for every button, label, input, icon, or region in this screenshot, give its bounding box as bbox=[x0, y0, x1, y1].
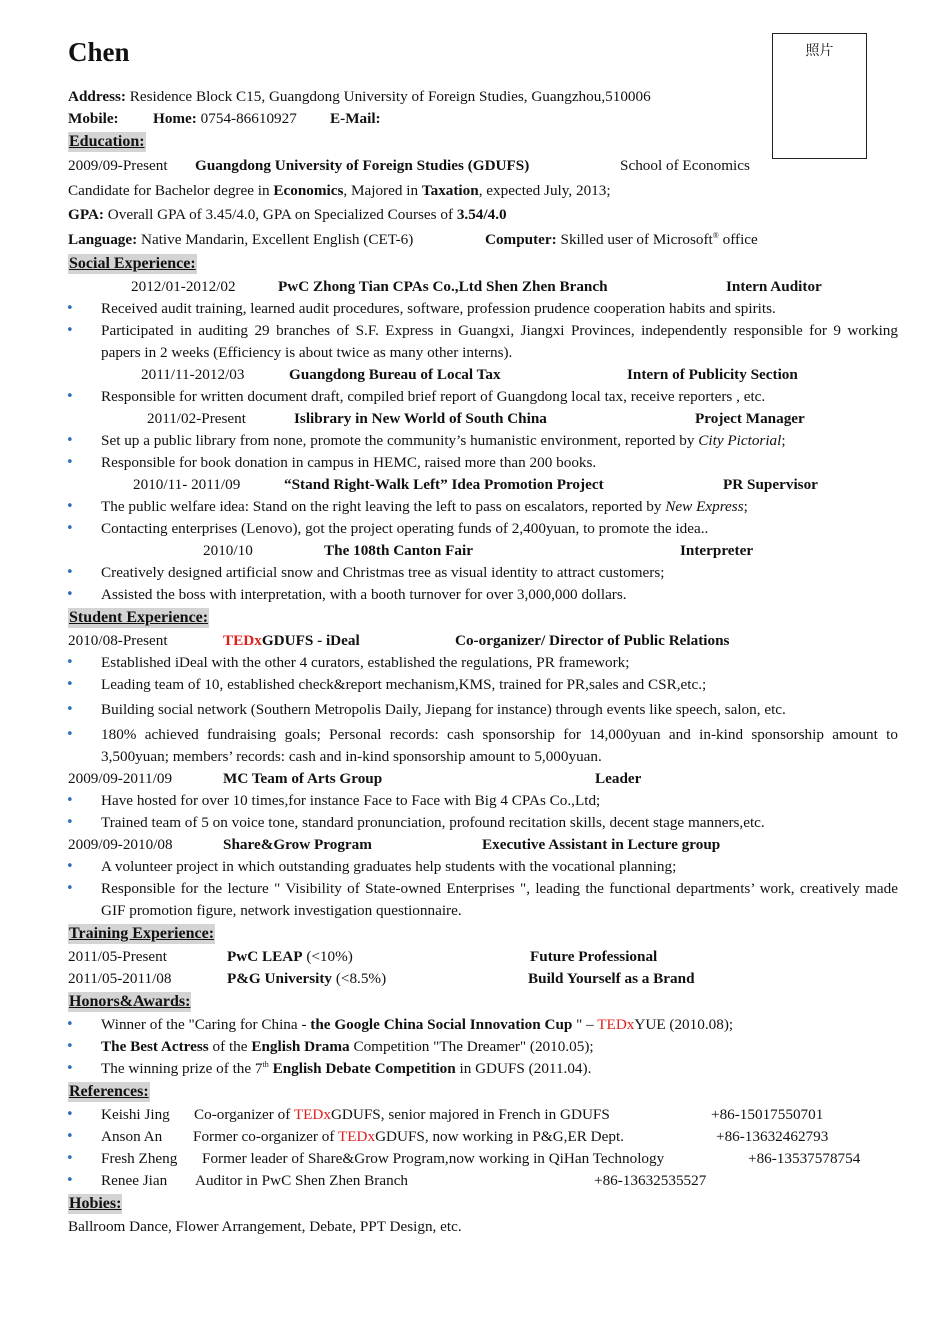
social-entry-header bbox=[68, 540, 898, 562]
major-economics: Economics bbox=[273, 181, 344, 199]
entry-role: Intern of Publicity Section bbox=[627, 366, 798, 383]
list-item bbox=[68, 1058, 898, 1080]
reference-name: Anson An bbox=[101, 1128, 163, 1145]
section-heading: Honors&Awards: bbox=[69, 993, 191, 1010]
list-item: • Creatively designed artificial snow and Christmas tree as visual identity to attract customers; bbox=[68, 562, 898, 584]
list-item: • 180% achieved fundraising goals; Personal records: cash sponsorship for 14,000yuan and in-kind sponsorship amount to 3,500yuan; members’ records: cash and in-kind sponsorship amount to 5,000yuan. bbox=[68, 724, 898, 768]
text: YUE (2010.08); bbox=[634, 1016, 734, 1033]
text: The winning prize of the 7 bbox=[101, 1060, 263, 1077]
social-entry-header bbox=[68, 276, 898, 298]
acceptance-rate: (<8.5%) bbox=[332, 970, 387, 987]
language-label: Language: bbox=[68, 230, 138, 248]
entry-period: 2011/05-2011/08 bbox=[68, 970, 172, 987]
publication-name: New Express bbox=[665, 498, 744, 515]
list-item bbox=[68, 1036, 898, 1058]
entry-org: GDUFS - iDeal bbox=[261, 632, 360, 649]
text: , Majored in bbox=[343, 181, 422, 199]
tedx-mark: TEDx bbox=[293, 1106, 331, 1123]
resume bbox=[68, 34, 898, 1238]
section-honors-awards bbox=[68, 990, 898, 1014]
training-entry bbox=[68, 968, 898, 990]
section-heading: Student Experience: bbox=[69, 609, 209, 626]
list-item bbox=[68, 496, 898, 518]
student-entry-header bbox=[68, 630, 898, 652]
student-entry-header bbox=[68, 768, 898, 790]
entry-period: 2009/09-2011/09 bbox=[68, 770, 173, 787]
list-item: • Participated in auditing 29 branches of S.F. Express in Guangxi, Jiangxi Provinces, independently responsible for 9 working papers in 2 weeks (Efficiency is about twice as many other interns). bbox=[68, 320, 898, 364]
home-phone: 0754-86610927 bbox=[200, 110, 297, 127]
tedx-mark: TEDx bbox=[223, 632, 262, 649]
list-item: • Building social network (Southern Metropolis Daily, Jiepang for instance) through events like speech, salon, etc. bbox=[68, 699, 898, 721]
text: Winner of the "Caring for China - bbox=[101, 1016, 311, 1033]
social-entry-header bbox=[68, 364, 898, 386]
reference-phone: +86-15017550701 bbox=[711, 1106, 824, 1123]
entry-org: MC Team of Arts Group bbox=[223, 770, 383, 787]
photo-label: 照片 bbox=[805, 43, 834, 59]
school-name: Guangdong University of Foreign Studies (GDUFS) bbox=[195, 157, 530, 174]
section-hobbies bbox=[68, 1192, 898, 1216]
social-entry-header bbox=[68, 474, 898, 496]
entry-role: Project Manager bbox=[695, 410, 805, 427]
candidate-name: Chen bbox=[68, 37, 130, 67]
reference-desc: Former leader of Share&Grow Program,now working in QiHan Technology bbox=[202, 1150, 665, 1167]
reference-desc: GDUFS, senior majored in French in GDUFS bbox=[330, 1106, 610, 1123]
list-item: • Received audit training, learned audit procedures, software, profession prudence cooperation habits and spirits. bbox=[68, 298, 898, 320]
entry-org: Guangdong Bureau of Local Tax bbox=[289, 366, 501, 383]
reference-name: Renee Jian bbox=[101, 1172, 168, 1189]
section-references bbox=[68, 1080, 898, 1104]
reference-phone: +86-13537578754 bbox=[748, 1150, 861, 1167]
section-training-experience bbox=[68, 922, 898, 946]
major-taxation: Taxation bbox=[421, 181, 479, 199]
training-entry bbox=[68, 946, 898, 968]
student-entry-header bbox=[68, 834, 898, 856]
program-title: Future Professional bbox=[530, 948, 658, 965]
list-item: • Responsible for written document draft, compiled brief report of Guangdong local tax, receive reporters , etc. bbox=[68, 386, 898, 408]
address-value: Residence Block C15, Guangdong University of Foreign Studies, Guangzhou,510006 bbox=[129, 88, 651, 105]
address-line bbox=[68, 86, 898, 108]
text: " – bbox=[572, 1016, 598, 1033]
entry-period: 2009/09-2010/08 bbox=[68, 836, 173, 853]
competition-name: English Debate Competition bbox=[268, 1060, 456, 1077]
computer-value: Skilled user of Microsoft bbox=[556, 230, 713, 248]
entry-period: 2011/02-Present bbox=[147, 410, 246, 427]
email-label: E-Mail: bbox=[330, 110, 381, 127]
tedx-mark: TEDx bbox=[337, 1128, 376, 1145]
section-heading: Hobies: bbox=[69, 1195, 122, 1212]
gpa-label: GPA: bbox=[68, 206, 104, 223]
education-entry bbox=[68, 154, 898, 179]
list-item: • Established iDeal with the other 4 curators, established the regulations, PR framework; bbox=[68, 652, 898, 674]
language-value: Native Mandarin, Excellent English (CET-6) bbox=[137, 230, 414, 248]
entry-role: Interpreter bbox=[680, 542, 754, 559]
faculty-name: School of Economics bbox=[620, 157, 750, 174]
acceptance-rate: (<10%) bbox=[302, 948, 353, 965]
section-heading: Training Experience: bbox=[69, 925, 215, 942]
computer-value-end: office bbox=[718, 230, 758, 248]
home-label: Home: bbox=[153, 110, 197, 127]
text: The public welfare idea: Stand on the right leaving the left to pass on escalators, reported by bbox=[101, 498, 666, 515]
computer-label: Computer: bbox=[485, 230, 557, 248]
text: of the bbox=[208, 1038, 252, 1055]
reference-phone: +86-13632535527 bbox=[594, 1172, 707, 1189]
list-item bbox=[68, 1014, 898, 1036]
skills-line bbox=[68, 228, 898, 253]
entry-period: 2011/05-Present bbox=[68, 948, 167, 965]
list-item: • Leading team of 10, established check&report mechanism,KMS, trained for PR,sales and CSR,etc.; bbox=[68, 674, 898, 696]
section-heading: Education: bbox=[69, 133, 145, 150]
reference-item bbox=[68, 1104, 898, 1126]
entry-period: 2012/01-2012/02 bbox=[131, 278, 236, 295]
list-item bbox=[68, 430, 898, 452]
award-name: the Google China Social Innovation Cup bbox=[310, 1016, 573, 1033]
text: Set up a public library from none, promote the community’s humanistic environment, reported by bbox=[101, 432, 699, 449]
entry-role: Executive Assistant in Lecture group bbox=[482, 836, 721, 853]
text: ; bbox=[781, 432, 786, 449]
list-item: • Assisted the boss with interpretation, with a booth turnover for over 3,000,000 dollars. bbox=[68, 584, 898, 606]
reference-name: Keishi Jing bbox=[101, 1106, 170, 1123]
hobbies-text: Ballroom Dance, Flower Arrangement, Debate, PPT Design, etc. bbox=[68, 1218, 462, 1235]
text: Candidate for Bachelor degree in bbox=[68, 181, 274, 199]
competition-name: English Drama bbox=[251, 1038, 350, 1055]
publication-name: City Pictorial bbox=[698, 432, 782, 449]
text: in GDUFS (2011.04). bbox=[455, 1060, 592, 1077]
contact-line bbox=[68, 108, 898, 130]
tedx-mark: TEDx bbox=[597, 1016, 635, 1033]
list-item: • Have hosted for over 10 times,for instance Face to Face with Big 4 CPAs Co.,Ltd; bbox=[68, 790, 898, 812]
entry-org: “Stand Right-Walk Left” Idea Promotion Project bbox=[284, 476, 604, 493]
degree-line bbox=[68, 179, 898, 204]
program-name: PwC LEAP bbox=[227, 948, 303, 965]
gpa-line bbox=[68, 203, 898, 228]
gpa-text: Overall GPA of 3.45/4.0, GPA on Specialized Courses of bbox=[104, 206, 457, 223]
list-item: • Contacting enterprises (Lenovo), got the project operating funds of 2,400yuan, to promote the idea.. bbox=[68, 518, 898, 540]
address-label: Address: bbox=[68, 88, 126, 105]
entry-period: 2009/09-Present bbox=[68, 157, 168, 174]
text: , expected July, 2013; bbox=[478, 181, 611, 199]
section-heading: Social Experience: bbox=[69, 255, 196, 272]
reference-item bbox=[68, 1126, 898, 1148]
entry-org: Islibrary in New World of South China bbox=[294, 410, 547, 427]
reference-desc: Former co-organizer of bbox=[193, 1128, 338, 1145]
award-name: The Best Actress bbox=[101, 1038, 209, 1055]
entry-period: 2011/11-2012/03 bbox=[141, 366, 245, 383]
reference-item bbox=[68, 1148, 898, 1170]
entry-period: 2010/11- 2011/09 bbox=[133, 476, 241, 493]
entry-org: The 108th Canton Fair bbox=[324, 542, 473, 559]
reference-desc: Auditor in PwC Shen Zhen Branch bbox=[195, 1172, 409, 1189]
list-item: • A volunteer project in which outstanding graduates help students with the vocational planning; bbox=[68, 856, 898, 878]
reference-name: Fresh Zheng bbox=[101, 1150, 178, 1167]
list-item: • Responsible for the lecture " Visibility of State-owned Enterprises ", leading the functional departments’ work, creatively made GIF promotion figure, network investigation questionnaire. bbox=[68, 878, 898, 922]
section-social-experience bbox=[68, 252, 898, 276]
reference-desc: GDUFS, now working in P&G,ER Dept. bbox=[375, 1128, 624, 1145]
entry-period: 2010/08-Present bbox=[68, 632, 168, 649]
text: Competition "The Dreamer" (2010.05); bbox=[349, 1038, 594, 1055]
registered-mark: ® bbox=[712, 230, 719, 240]
entry-role: Leader bbox=[595, 770, 642, 787]
reference-phone: +86-13632462793 bbox=[716, 1128, 829, 1145]
ordinal-suffix: th bbox=[262, 1060, 269, 1069]
gpa-specialized: 3.54/4.0 bbox=[456, 206, 507, 223]
reference-item bbox=[68, 1170, 898, 1192]
entry-role: PR Supervisor bbox=[723, 476, 818, 493]
program-name: P&G University bbox=[227, 970, 333, 987]
entry-role: Intern Auditor bbox=[726, 278, 822, 295]
mobile-label: Mobile: bbox=[68, 110, 119, 127]
social-entry-header bbox=[68, 408, 898, 430]
program-title: Build Yourself as a Brand bbox=[528, 970, 695, 987]
entry-period: 2010/10 bbox=[203, 542, 253, 559]
entry-org: Share&Grow Program bbox=[223, 836, 372, 853]
section-heading: References: bbox=[69, 1083, 149, 1100]
text: ; bbox=[743, 498, 748, 515]
reference-desc: Co-organizer of bbox=[194, 1106, 294, 1123]
entry-org: PwC Zhong Tian CPAs Co.,Ltd Shen Zhen Branch bbox=[278, 278, 608, 295]
section-student-experience bbox=[68, 606, 898, 630]
list-item: • Trained team of 5 on voice tone, standard pronunciation, profound recitation skills, decent stage manners,etc. bbox=[68, 812, 898, 834]
entry-role: Co-organizer/ Director of Public Relations bbox=[455, 632, 730, 649]
section-education bbox=[68, 130, 898, 154]
list-item: • Responsible for book donation in campus in HEMC, raised more than 200 books. bbox=[68, 452, 898, 474]
